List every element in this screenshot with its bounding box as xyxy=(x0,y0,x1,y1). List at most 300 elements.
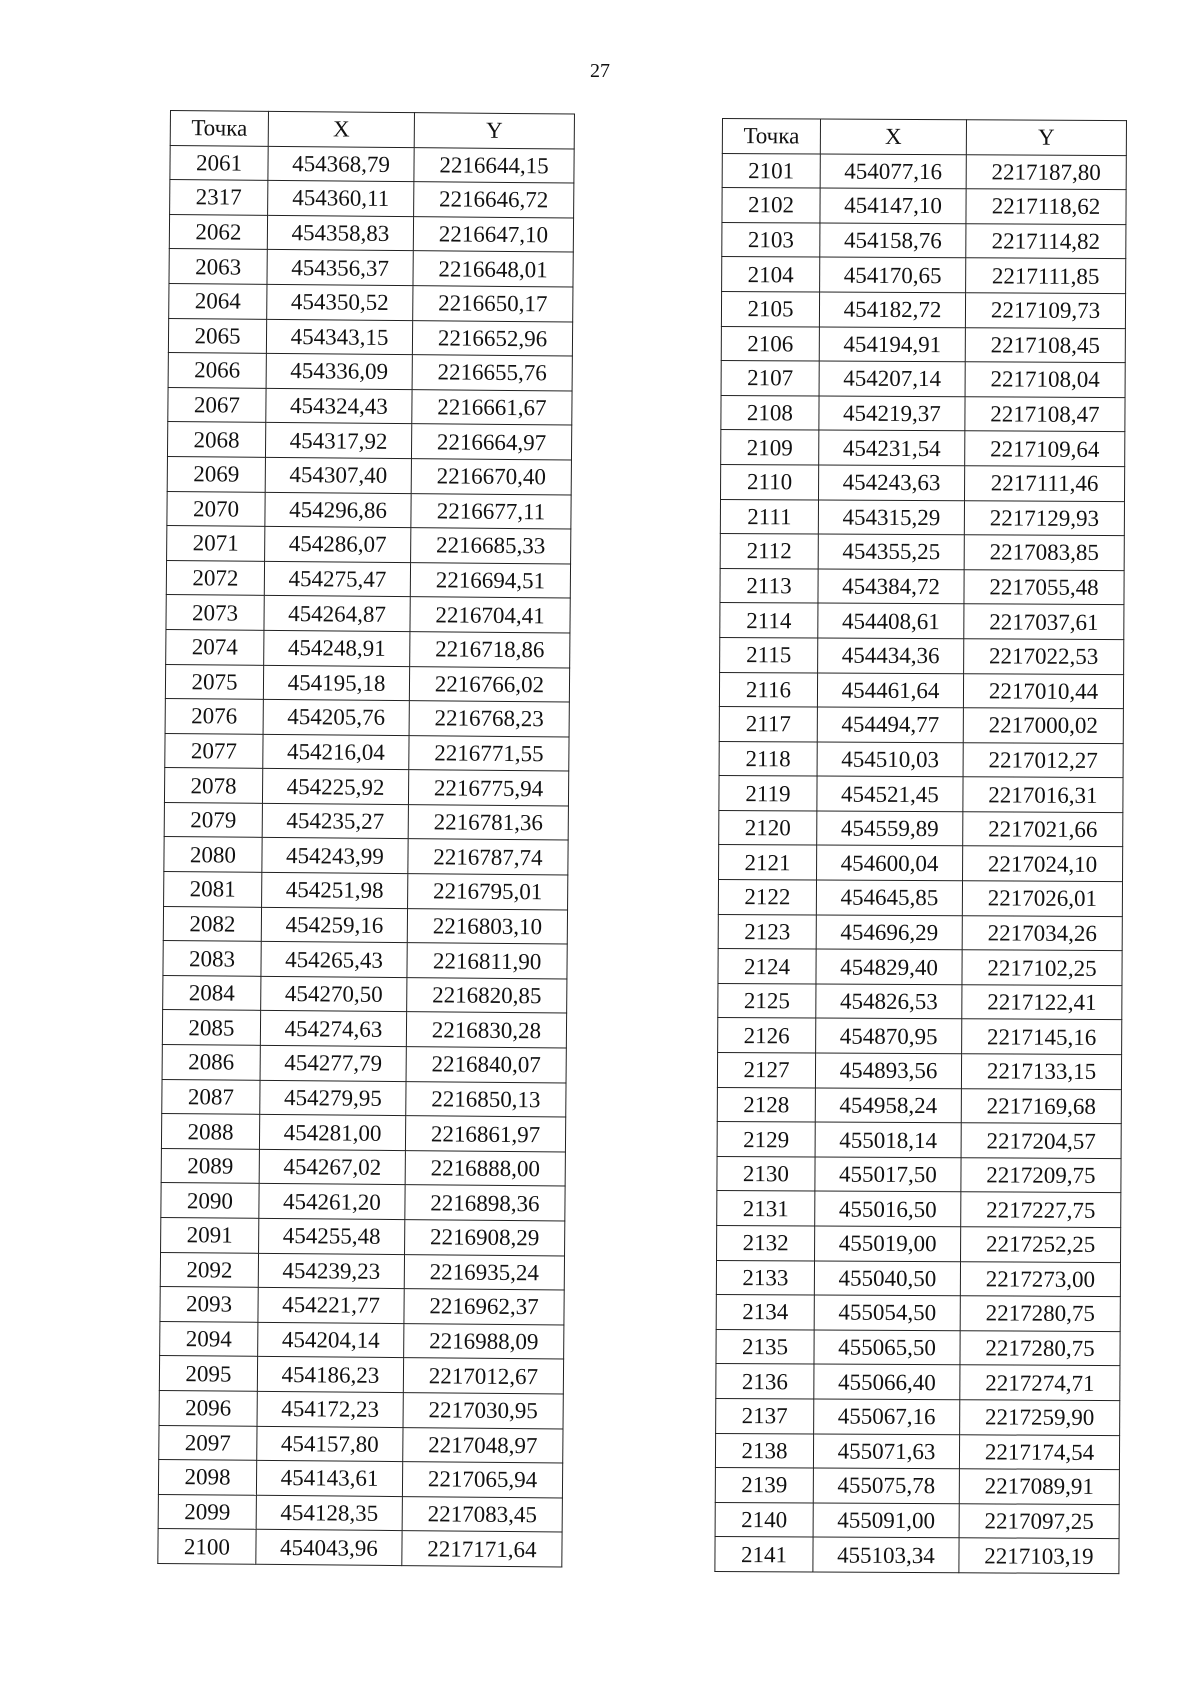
table-row xyxy=(718,1018,1122,1055)
x-cell: 454243,63 xyxy=(819,465,965,500)
x-cell: 454296,86 xyxy=(265,492,411,528)
x-cell: 454147,10 xyxy=(820,188,966,223)
x-cell: 454255,48 xyxy=(259,1218,405,1254)
x-cell: 454128,35 xyxy=(256,1495,402,1531)
table-row xyxy=(165,664,569,702)
x-cell: 454172,23 xyxy=(257,1391,403,1427)
point-cell: 2128 xyxy=(717,1087,815,1122)
x-cell: 454239,23 xyxy=(258,1253,404,1289)
page-number: 27 xyxy=(590,60,610,82)
table-row xyxy=(160,1252,564,1290)
point-cell: 2125 xyxy=(718,983,816,1018)
header-point: Точка xyxy=(170,111,268,146)
table-row xyxy=(716,1364,1120,1401)
y-cell: 2217030,95 xyxy=(403,1393,563,1429)
table-row xyxy=(168,353,572,391)
point-cell: 2108 xyxy=(721,395,819,430)
y-cell: 2217169,68 xyxy=(961,1088,1121,1123)
y-cell: 2217012,27 xyxy=(963,742,1123,777)
point-cell: 2089 xyxy=(161,1148,259,1183)
table-row xyxy=(160,1321,564,1359)
table-row xyxy=(717,1225,1121,1262)
y-cell: 2216803,10 xyxy=(407,908,567,944)
y-cell: 2217055,48 xyxy=(964,569,1124,604)
x-cell: 454307,40 xyxy=(265,457,411,493)
x-cell: 454317,92 xyxy=(265,423,411,459)
y-cell: 2216652,96 xyxy=(412,320,572,356)
x-cell: 454195,18 xyxy=(263,665,409,701)
y-cell: 2217083,45 xyxy=(402,1496,562,1532)
point-cell: 2101 xyxy=(722,153,820,188)
table-row xyxy=(718,949,1122,986)
y-cell: 2216898,36 xyxy=(405,1185,565,1221)
x-cell: 454356,37 xyxy=(267,250,413,286)
y-cell: 2217280,75 xyxy=(960,1331,1120,1366)
point-cell: 2112 xyxy=(720,534,818,569)
table-row xyxy=(160,1287,564,1325)
table-row xyxy=(166,595,570,633)
x-cell: 454696,29 xyxy=(816,915,962,950)
table-row xyxy=(717,1156,1121,1193)
point-cell: 2069 xyxy=(167,456,265,491)
x-cell: 454645,85 xyxy=(816,880,962,915)
table-row xyxy=(720,499,1124,536)
point-cell: 2135 xyxy=(716,1329,814,1364)
point-cell: 2094 xyxy=(160,1321,258,1356)
x-cell: 454270,50 xyxy=(261,976,407,1012)
table-row xyxy=(721,291,1125,328)
y-cell: 2216850,13 xyxy=(406,1081,566,1117)
table-row xyxy=(720,534,1124,571)
table-row xyxy=(164,872,568,910)
x-cell: 454315,29 xyxy=(818,500,964,535)
y-cell: 2217280,75 xyxy=(960,1296,1120,1331)
point-cell: 2113 xyxy=(720,568,818,603)
y-cell: 2217118,62 xyxy=(966,189,1126,224)
point-cell: 2086 xyxy=(162,1045,260,1080)
x-cell: 454267,02 xyxy=(259,1149,405,1185)
x-cell: 454355,25 xyxy=(818,534,964,569)
y-cell: 2217108,47 xyxy=(965,397,1125,432)
point-cell: 2100 xyxy=(158,1529,256,1564)
table-row xyxy=(168,387,572,425)
table-row xyxy=(717,1087,1121,1124)
x-cell: 454368,79 xyxy=(268,146,414,182)
x-cell: 454958,24 xyxy=(815,1088,961,1123)
y-cell: 2217133,15 xyxy=(961,1054,1121,1089)
point-cell: 2062 xyxy=(169,214,267,249)
y-cell: 2216962,37 xyxy=(404,1289,564,1325)
y-cell: 2216670,40 xyxy=(411,459,571,495)
point-cell: 2081 xyxy=(164,872,262,907)
point-cell: 2072 xyxy=(166,560,264,595)
point-cell: 2080 xyxy=(164,837,262,872)
point-cell: 2141 xyxy=(715,1537,813,1572)
y-cell: 2217016,31 xyxy=(963,777,1123,812)
point-cell: 2091 xyxy=(161,1217,259,1252)
y-cell: 2217145,16 xyxy=(962,1019,1122,1054)
table-row xyxy=(715,1537,1119,1574)
table-row xyxy=(722,222,1126,259)
x-cell: 454275,47 xyxy=(264,561,410,597)
table-row xyxy=(159,1425,563,1463)
table-row xyxy=(165,699,569,737)
point-cell: 2114 xyxy=(720,603,818,638)
y-cell: 2217083,85 xyxy=(964,535,1124,570)
x-cell: 455017,50 xyxy=(815,1157,961,1192)
x-cell: 454251,98 xyxy=(262,872,408,908)
table-row xyxy=(163,941,567,979)
y-cell: 2216787,74 xyxy=(408,839,568,875)
y-cell: 2217065,94 xyxy=(402,1462,562,1498)
point-cell: 2107 xyxy=(721,361,819,396)
point-cell: 2088 xyxy=(161,1114,259,1149)
x-cell: 454143,61 xyxy=(256,1460,402,1496)
table-row xyxy=(167,526,571,564)
table-row xyxy=(718,983,1122,1020)
y-cell: 2216650,17 xyxy=(413,286,573,322)
y-cell: 2216644,15 xyxy=(414,147,574,183)
table-row xyxy=(161,1148,565,1186)
table-row xyxy=(721,326,1125,363)
table-row xyxy=(161,1217,565,1255)
y-cell: 2217109,64 xyxy=(965,431,1125,466)
point-cell: 2087 xyxy=(162,1079,260,1114)
y-cell: 2217273,00 xyxy=(960,1261,1120,1296)
y-cell: 2217000,02 xyxy=(963,708,1123,743)
point-cell: 2092 xyxy=(160,1252,258,1287)
point-cell: 2131 xyxy=(717,1191,815,1226)
x-cell: 454265,43 xyxy=(261,942,407,978)
y-cell: 2216820,85 xyxy=(407,977,567,1013)
point-cell: 2317 xyxy=(170,180,268,215)
table-row xyxy=(166,629,570,667)
table-row xyxy=(163,975,567,1013)
point-cell: 2063 xyxy=(169,249,267,284)
point-cell: 2102 xyxy=(722,188,820,223)
table-row xyxy=(716,1398,1120,1435)
y-cell: 2217012,67 xyxy=(403,1358,563,1394)
table-row xyxy=(720,568,1124,605)
x-cell: 454277,79 xyxy=(260,1045,406,1081)
x-cell: 454358,83 xyxy=(267,215,413,251)
x-cell: 454274,63 xyxy=(260,1011,406,1047)
y-cell: 2217024,10 xyxy=(963,846,1123,881)
x-cell: 454225,92 xyxy=(262,769,408,805)
table-row xyxy=(719,741,1123,778)
x-cell: 454279,95 xyxy=(260,1080,406,1116)
point-cell: 2117 xyxy=(719,707,817,742)
table-row xyxy=(718,914,1122,951)
point-cell: 2079 xyxy=(164,802,262,837)
y-cell: 2217187,80 xyxy=(966,154,1126,189)
y-cell: 2216795,01 xyxy=(408,874,568,910)
y-cell: 2217097,25 xyxy=(959,1504,1119,1539)
y-cell: 2216664,97 xyxy=(411,424,571,460)
y-cell: 2216655,76 xyxy=(412,355,572,391)
point-cell: 2110 xyxy=(721,464,819,499)
point-cell: 2095 xyxy=(159,1356,257,1391)
point-cell: 2098 xyxy=(158,1460,256,1495)
point-cell: 2076 xyxy=(165,699,263,734)
y-cell: 2216677,11 xyxy=(411,493,571,529)
x-cell: 455091,00 xyxy=(813,1503,959,1538)
table-row xyxy=(158,1529,562,1567)
table-row xyxy=(721,430,1125,467)
y-cell: 2217109,73 xyxy=(965,293,1125,328)
header-y: Y xyxy=(966,120,1126,155)
y-cell: 2217174,54 xyxy=(959,1434,1119,1469)
table-header-row xyxy=(170,111,574,149)
point-cell: 2136 xyxy=(716,1364,814,1399)
y-cell: 2217111,46 xyxy=(965,466,1125,501)
y-cell: 2216840,07 xyxy=(406,1047,566,1083)
y-cell: 2217037,61 xyxy=(964,604,1124,639)
y-cell: 2216661,67 xyxy=(412,389,572,425)
x-cell: 454235,27 xyxy=(262,803,408,839)
table-row xyxy=(169,249,573,287)
y-cell: 2217103,19 xyxy=(959,1538,1119,1573)
table-row xyxy=(722,153,1126,190)
table-row xyxy=(159,1356,563,1394)
y-cell: 2216718,86 xyxy=(410,632,570,668)
x-cell: 454207,14 xyxy=(819,361,965,396)
y-cell: 2217010,44 xyxy=(963,673,1123,708)
header-x: X xyxy=(268,111,414,147)
table-row xyxy=(715,1502,1119,1539)
x-cell: 454559,89 xyxy=(817,811,963,846)
x-cell: 454264,87 xyxy=(264,596,410,632)
x-cell: 455075,78 xyxy=(813,1468,959,1503)
point-cell: 2129 xyxy=(717,1122,815,1157)
table-row xyxy=(719,776,1123,813)
point-cell: 2124 xyxy=(718,949,816,984)
x-cell: 454286,07 xyxy=(265,526,411,562)
x-cell: 454259,16 xyxy=(261,907,407,943)
x-cell: 454408,61 xyxy=(818,603,964,638)
y-cell: 2217048,97 xyxy=(403,1427,563,1463)
table-row xyxy=(720,637,1124,674)
x-cell: 454384,72 xyxy=(818,569,964,604)
point-cell: 2116 xyxy=(719,672,817,707)
y-cell: 2217089,91 xyxy=(959,1469,1119,1504)
x-cell: 454170,65 xyxy=(820,257,966,292)
y-cell: 2216648,01 xyxy=(413,251,573,287)
table-row xyxy=(717,1122,1121,1159)
point-cell: 2075 xyxy=(165,664,263,699)
point-cell: 2068 xyxy=(167,422,265,457)
x-cell: 454281,00 xyxy=(259,1115,405,1151)
x-cell: 454186,23 xyxy=(257,1357,403,1393)
y-cell: 2217114,82 xyxy=(966,224,1126,259)
x-cell: 455016,50 xyxy=(815,1191,961,1226)
y-cell: 2217252,25 xyxy=(961,1227,1121,1262)
table-row xyxy=(170,145,574,183)
x-cell: 454434,36 xyxy=(818,638,964,673)
table-row xyxy=(167,422,571,460)
x-cell: 454510,03 xyxy=(817,742,963,777)
table-row xyxy=(716,1329,1120,1366)
x-cell: 454077,16 xyxy=(820,154,966,189)
x-cell: 455054,50 xyxy=(814,1295,960,1330)
point-cell: 2105 xyxy=(721,291,819,326)
x-cell: 454893,56 xyxy=(815,1053,961,1088)
table-row xyxy=(722,188,1126,225)
point-cell: 2074 xyxy=(166,629,264,664)
y-cell: 2217034,26 xyxy=(962,915,1122,950)
point-cell: 2096 xyxy=(159,1390,257,1425)
point-cell: 2077 xyxy=(165,733,263,768)
x-cell: 455018,14 xyxy=(815,1122,961,1157)
table-row xyxy=(721,464,1125,501)
point-cell: 2121 xyxy=(719,845,817,880)
x-cell: 454043,96 xyxy=(256,1530,402,1566)
y-cell: 2216988,09 xyxy=(404,1323,564,1359)
table-row xyxy=(721,395,1125,432)
y-cell: 2217227,75 xyxy=(961,1192,1121,1227)
y-cell: 2217108,45 xyxy=(965,327,1125,362)
point-cell: 2090 xyxy=(161,1183,259,1218)
x-cell: 455071,63 xyxy=(813,1434,959,1469)
point-cell: 2132 xyxy=(717,1225,815,1260)
header-x: X xyxy=(820,119,966,154)
x-cell: 454336,09 xyxy=(266,354,412,390)
y-cell: 2216685,33 xyxy=(411,528,571,564)
point-cell: 2127 xyxy=(717,1053,815,1088)
x-cell: 454261,20 xyxy=(259,1184,405,1220)
point-cell: 2138 xyxy=(715,1433,813,1468)
point-cell: 2122 xyxy=(718,880,816,915)
x-cell: 454216,04 xyxy=(263,734,409,770)
point-cell: 2084 xyxy=(163,975,261,1010)
x-cell: 454360,11 xyxy=(268,181,414,217)
table-row xyxy=(165,733,569,771)
x-cell: 454248,91 xyxy=(264,630,410,666)
point-cell: 2097 xyxy=(159,1425,257,1460)
point-cell: 2119 xyxy=(719,776,817,811)
x-cell: 455103,34 xyxy=(813,1537,959,1572)
point-cell: 2066 xyxy=(168,353,266,388)
table-header-row xyxy=(722,119,1126,156)
table-row xyxy=(716,1260,1120,1297)
y-cell: 2216771,55 xyxy=(409,735,569,771)
y-cell: 2216775,94 xyxy=(408,770,568,806)
y-cell: 2216647,10 xyxy=(413,216,573,252)
x-cell: 454600,04 xyxy=(817,845,963,880)
point-cell: 2071 xyxy=(167,526,265,561)
x-cell: 454870,95 xyxy=(816,1018,962,1053)
point-cell: 2103 xyxy=(722,222,820,257)
table-row xyxy=(715,1468,1119,1505)
point-cell: 2061 xyxy=(170,145,268,180)
y-cell: 2216861,97 xyxy=(405,1116,565,1152)
y-cell: 2217102,25 xyxy=(962,950,1122,985)
point-cell: 2067 xyxy=(168,387,266,422)
y-cell: 2217259,90 xyxy=(960,1400,1120,1435)
x-cell: 454829,40 xyxy=(816,949,962,984)
y-cell: 2217108,04 xyxy=(965,362,1125,397)
table-row xyxy=(719,707,1123,744)
point-cell: 2139 xyxy=(715,1468,813,1503)
x-cell: 455067,16 xyxy=(814,1399,960,1434)
table-row xyxy=(167,456,571,494)
point-cell: 2082 xyxy=(163,906,261,941)
x-cell: 455066,40 xyxy=(814,1364,960,1399)
coordinates-table-right xyxy=(714,118,1127,1574)
y-cell: 2217274,71 xyxy=(960,1365,1120,1400)
header-y: Y xyxy=(414,113,574,149)
x-cell: 454521,45 xyxy=(817,776,963,811)
point-cell: 2065 xyxy=(168,318,266,353)
header-point: Точка xyxy=(722,119,820,154)
table-row xyxy=(169,214,573,252)
y-cell: 2216781,36 xyxy=(408,804,568,840)
table-row xyxy=(170,180,574,218)
x-cell: 454157,80 xyxy=(257,1426,403,1462)
table-row xyxy=(717,1191,1121,1228)
y-cell: 2216935,24 xyxy=(404,1254,564,1290)
y-cell: 2217204,57 xyxy=(961,1123,1121,1158)
x-cell: 454204,14 xyxy=(258,1322,404,1358)
point-cell: 2099 xyxy=(158,1494,256,1529)
point-cell: 2120 xyxy=(719,810,817,845)
table-row xyxy=(169,283,573,321)
coordinates-table-left xyxy=(157,110,575,1567)
point-cell: 2093 xyxy=(160,1287,258,1322)
point-cell: 2137 xyxy=(716,1398,814,1433)
y-cell: 2217021,66 xyxy=(963,812,1123,847)
point-cell: 2130 xyxy=(717,1156,815,1191)
y-cell: 2216768,23 xyxy=(409,701,569,737)
x-cell: 454494,77 xyxy=(817,707,963,742)
table-row xyxy=(719,672,1123,709)
x-cell: 455019,00 xyxy=(815,1226,961,1261)
y-cell: 2217171,64 xyxy=(402,1531,562,1567)
table-row xyxy=(161,1183,565,1221)
x-cell: 454194,91 xyxy=(819,327,965,362)
point-cell: 2083 xyxy=(163,941,261,976)
table-row xyxy=(159,1390,563,1428)
y-cell: 2216830,28 xyxy=(406,1012,566,1048)
table-row xyxy=(161,1114,565,1152)
y-cell: 2216646,72 xyxy=(414,182,574,218)
table-row xyxy=(722,257,1126,294)
y-cell: 2217122,41 xyxy=(962,985,1122,1020)
x-cell: 454182,72 xyxy=(819,292,965,327)
x-cell: 454324,43 xyxy=(266,388,412,424)
y-cell: 2216694,51 xyxy=(410,562,570,598)
y-cell: 2216888,00 xyxy=(405,1150,565,1186)
point-cell: 2070 xyxy=(167,491,265,526)
point-cell: 2133 xyxy=(716,1260,814,1295)
point-cell: 2118 xyxy=(719,741,817,776)
table-row xyxy=(158,1460,562,1498)
point-cell: 2134 xyxy=(716,1295,814,1330)
y-cell: 2217209,75 xyxy=(961,1158,1121,1193)
table-row xyxy=(163,906,567,944)
table-row xyxy=(162,1045,566,1083)
table-row xyxy=(166,560,570,598)
point-cell: 2106 xyxy=(721,326,819,361)
table-row xyxy=(164,837,568,875)
point-cell: 2109 xyxy=(721,430,819,465)
x-cell: 454158,76 xyxy=(820,223,966,258)
table-row xyxy=(167,491,571,529)
x-cell: 455040,50 xyxy=(814,1261,960,1296)
table-row xyxy=(719,845,1123,882)
point-cell: 2073 xyxy=(166,595,264,630)
x-cell: 454343,15 xyxy=(266,319,412,355)
